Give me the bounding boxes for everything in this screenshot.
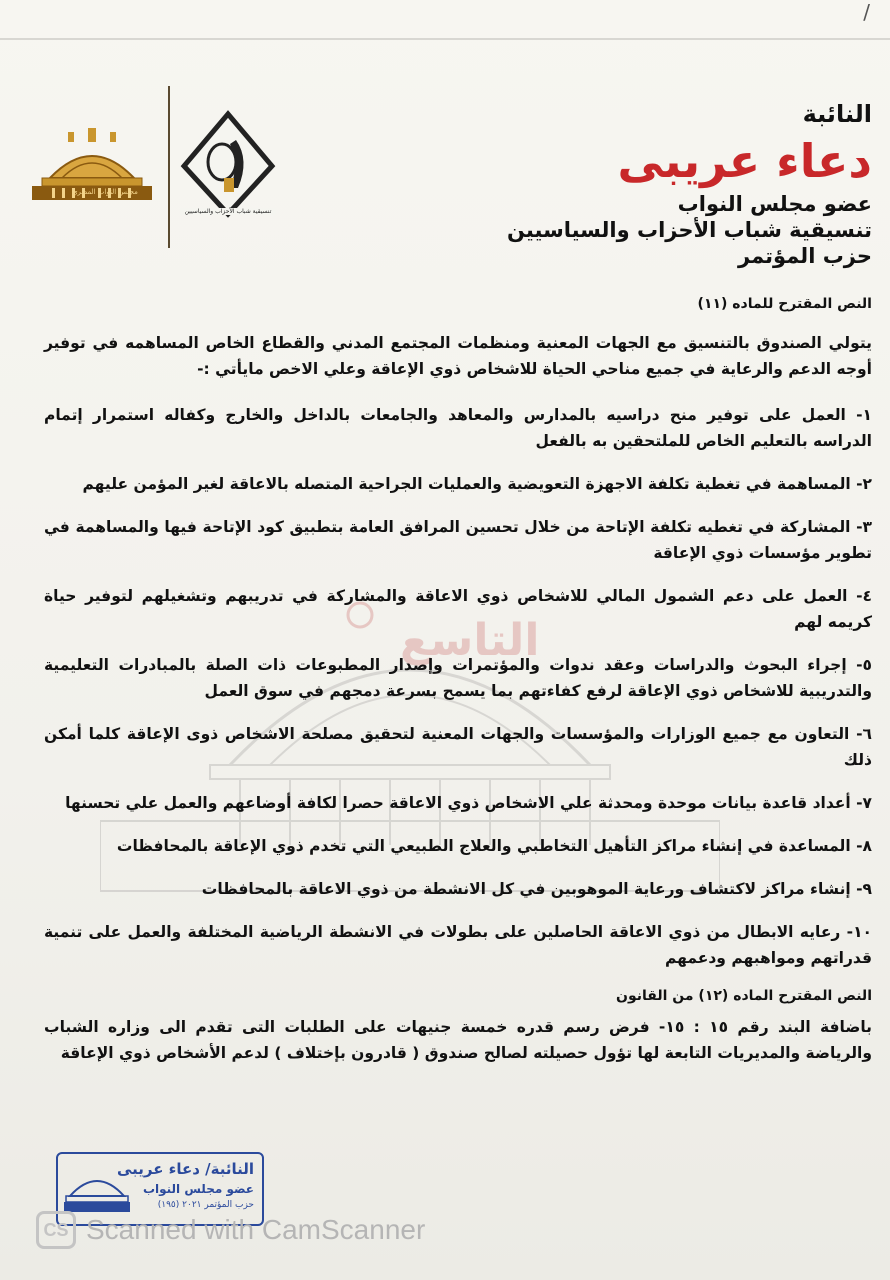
tansiqia-logo-caption: تنسيقية شباب الأحزاب والسياسيين [180,208,276,215]
member-name: دعاء عريبى [617,134,872,188]
list-item: ٩- إنشاء مراكز لاكتشاف ورعاية الموهوبين في كل الانشطة من ذوي الاعاقة بالمحافظات [201,880,872,898]
document-body [44,296,872,1086]
parliament-logo [28,128,156,210]
scan-edge-line [0,38,890,40]
watermark-text: التاسع [400,615,540,666]
list-item: ٧- أعداد قاعدة بيانات موحدة ومحدثة علي الاشخاص ذوي الاعاقة حصرا لكافة أوضاعهم والعمل علي تحسنها [65,794,872,812]
article11-heading: النص المقترح للماده (١١) [697,296,872,312]
list-item: ١- العمل على توفير منح دراسيه بالمدارس والمعاهد والجامعات بالداخل والخارج وكفاله استمرار إتمام الدراسه بالتعليم الخاص للملتحقين به بالفعل [44,406,872,450]
page-mark: / [863,0,870,24]
stamp-name: النائبة/ دعاء عريبى [116,1160,254,1178]
camscanner-icon: CS [36,1211,76,1249]
list-item: ٣- المشاركة في تغطيه تكلفة الإتاحة من خلال تحسين المرافق العامة بتطبيق كود الإتاحة فيها والمساهمة في تطوير مؤسسات ذوي الإعاقة [44,518,872,562]
article12-heading: النص المقترح الماده (١٢) من القانون [616,988,872,1004]
article11-intro: يتولي الصندوق بالتنسيق مع الجهات المعنية ومنظمات المجتمع المدني والقطاع الخاص المساهمه في توفير أوجه الدعم والرعاية في جميع مناحي الحياة للاشخاص ذوي الإعاقة وعلي الاخص مايأتي :- [44,334,872,378]
honorific-title: النائبة [802,100,872,128]
list-item: ٥- إجراء البحوث والدراسات وعقد ندوات والمؤتمرات وإصدار المطبوعات ذات الصلة بالمبادرات التعليمية والتدريبية للاشخاص ذوي الإعاقة لرفع كفاءتهم بما يسمح بسرعة دمجهم في سوق العمل [44,656,872,700]
header-divider [168,86,170,248]
member-party: حزب المؤتمر [738,244,872,268]
camscanner-text: Scanned with CamScanner [86,1214,426,1245]
camscanner-watermark [36,1210,425,1250]
member-organization: تنسيقية شباب الأحزاب والسياسيين [507,218,872,242]
list-item: ٦- التعاون مع جميع الوزارات والمؤسسات والجهات المعنية لتحقيق مصلحة الاشخاص ذوى الإعاقة كلما أمكن ذلك [44,725,872,769]
tansiqia-logo [180,110,276,226]
list-item: ٤- العمل على دعم الشمول المالي للاشخاص ذوي الاعاقة والمشاركة في تدريبهم وتشغيلهم لتوفير حياة كريمه لهم [44,587,872,631]
list-item: ٨- المساعدة في إنشاء مراكز التأهيل التخاطبي والعلاج الطبيعي التي تخدم ذوي الإعاقة بالمحافظات [116,837,872,855]
member-role: عضو مجلس النواب [677,192,872,216]
stamp-role: عضو مجلس النواب [142,1182,254,1196]
list-item: ٢- المساهمة في تغطية تكلفة الاجهزة التعويضية والعمليات الجراحية المتصله بالاعاقة لغير المؤمن عليهم [82,475,872,493]
parliament-logo-caption: مجلس النواب المصري [72,188,138,196]
stamp-party: حزب المؤتمر ٢٠٢١ (١٩٥) [157,1200,254,1210]
list-item: ١٠- رعايه الابطال من ذوي الاعاقة الحاصلين على بطولات في الانشطة الرياضية المختلفة والعمل على تنمية قدراتهم ومواهبهم ودعمهم [44,923,872,967]
article12-text: باضافة البند رقم ١٥ : ١٥- فرض رسم قدره خمسة جنيهات على الطلبات التى تقدم الى وزاره الشباب والرياضة والمديريات التابعة لها تؤول حصيلته لصالح صندوق ( قادرون بإختلاف ) لدعم الأشخاص ذوي الإعاقة [44,1018,872,1062]
sender-header [312,100,872,270]
